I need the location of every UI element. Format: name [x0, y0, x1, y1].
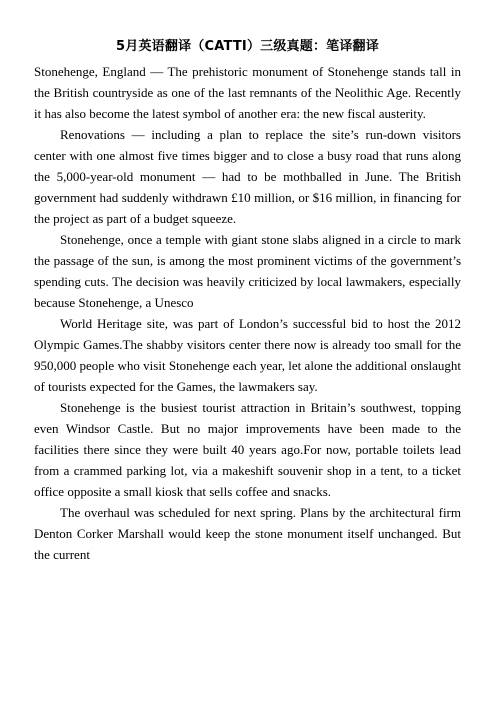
paragraph-6: The overhaul was scheduled for next spring. Plans by the architectural firm Denton Corker Marshall would keep the stone monument itself unchanged. But the current [34, 505, 461, 562]
document-page [34, 38, 461, 565]
document-title: 5月英语翻译（CATTI）三级真题：笔译翻译 [116, 39, 379, 54]
paragraph-5: Stonehenge is the busiest tourist attraction in Britain’s southwest, topping even Windsor Castle. But no major improvements have been made to the facilities there since they were built 40 years ago.For now, portable toilets lead from a crammed parking lot, via a makeshift souvenir shop in a tent, to a ticket office opposite a small kiosk that sells coffee and snacks. [34, 400, 461, 499]
paragraph-2: Renovations — including a plan to replace the site’s run-down visitors center with one almost five times bigger and to close a busy road that runs along the 5,000-year-old monument — had to be mothballed in June. The British government had suddenly withdrawn £10 million, or $16 million, in financing for the project as part of a budget squeeze. [34, 127, 461, 226]
paragraph-4: World Heritage site, was part of London’s successful bid to host the 2012 Olympic Games.The shabby visitors center there now is already too small for the 950,000 people who visit Stonehenge each year, let alone the additional onslaught of tourists expected for the Games, the lawmakers say. [34, 316, 461, 394]
paragraph-1: Stonehenge, England — The prehistoric monument of Stonehenge stands tall in the British countryside as one of the last remnants of the Neolithic Age. Recently it has also become the latest symbol of another era: the new fiscal austerity. [34, 64, 461, 121]
paragraph-3: Stonehenge, once a temple with giant stone slabs aligned in a circle to mark the passage of the sun, is among the most prominent victims of the government’s spending cuts. The decision was heavily criticized by local lawmakers, especially because Stonehenge, a Unesco [34, 232, 461, 310]
